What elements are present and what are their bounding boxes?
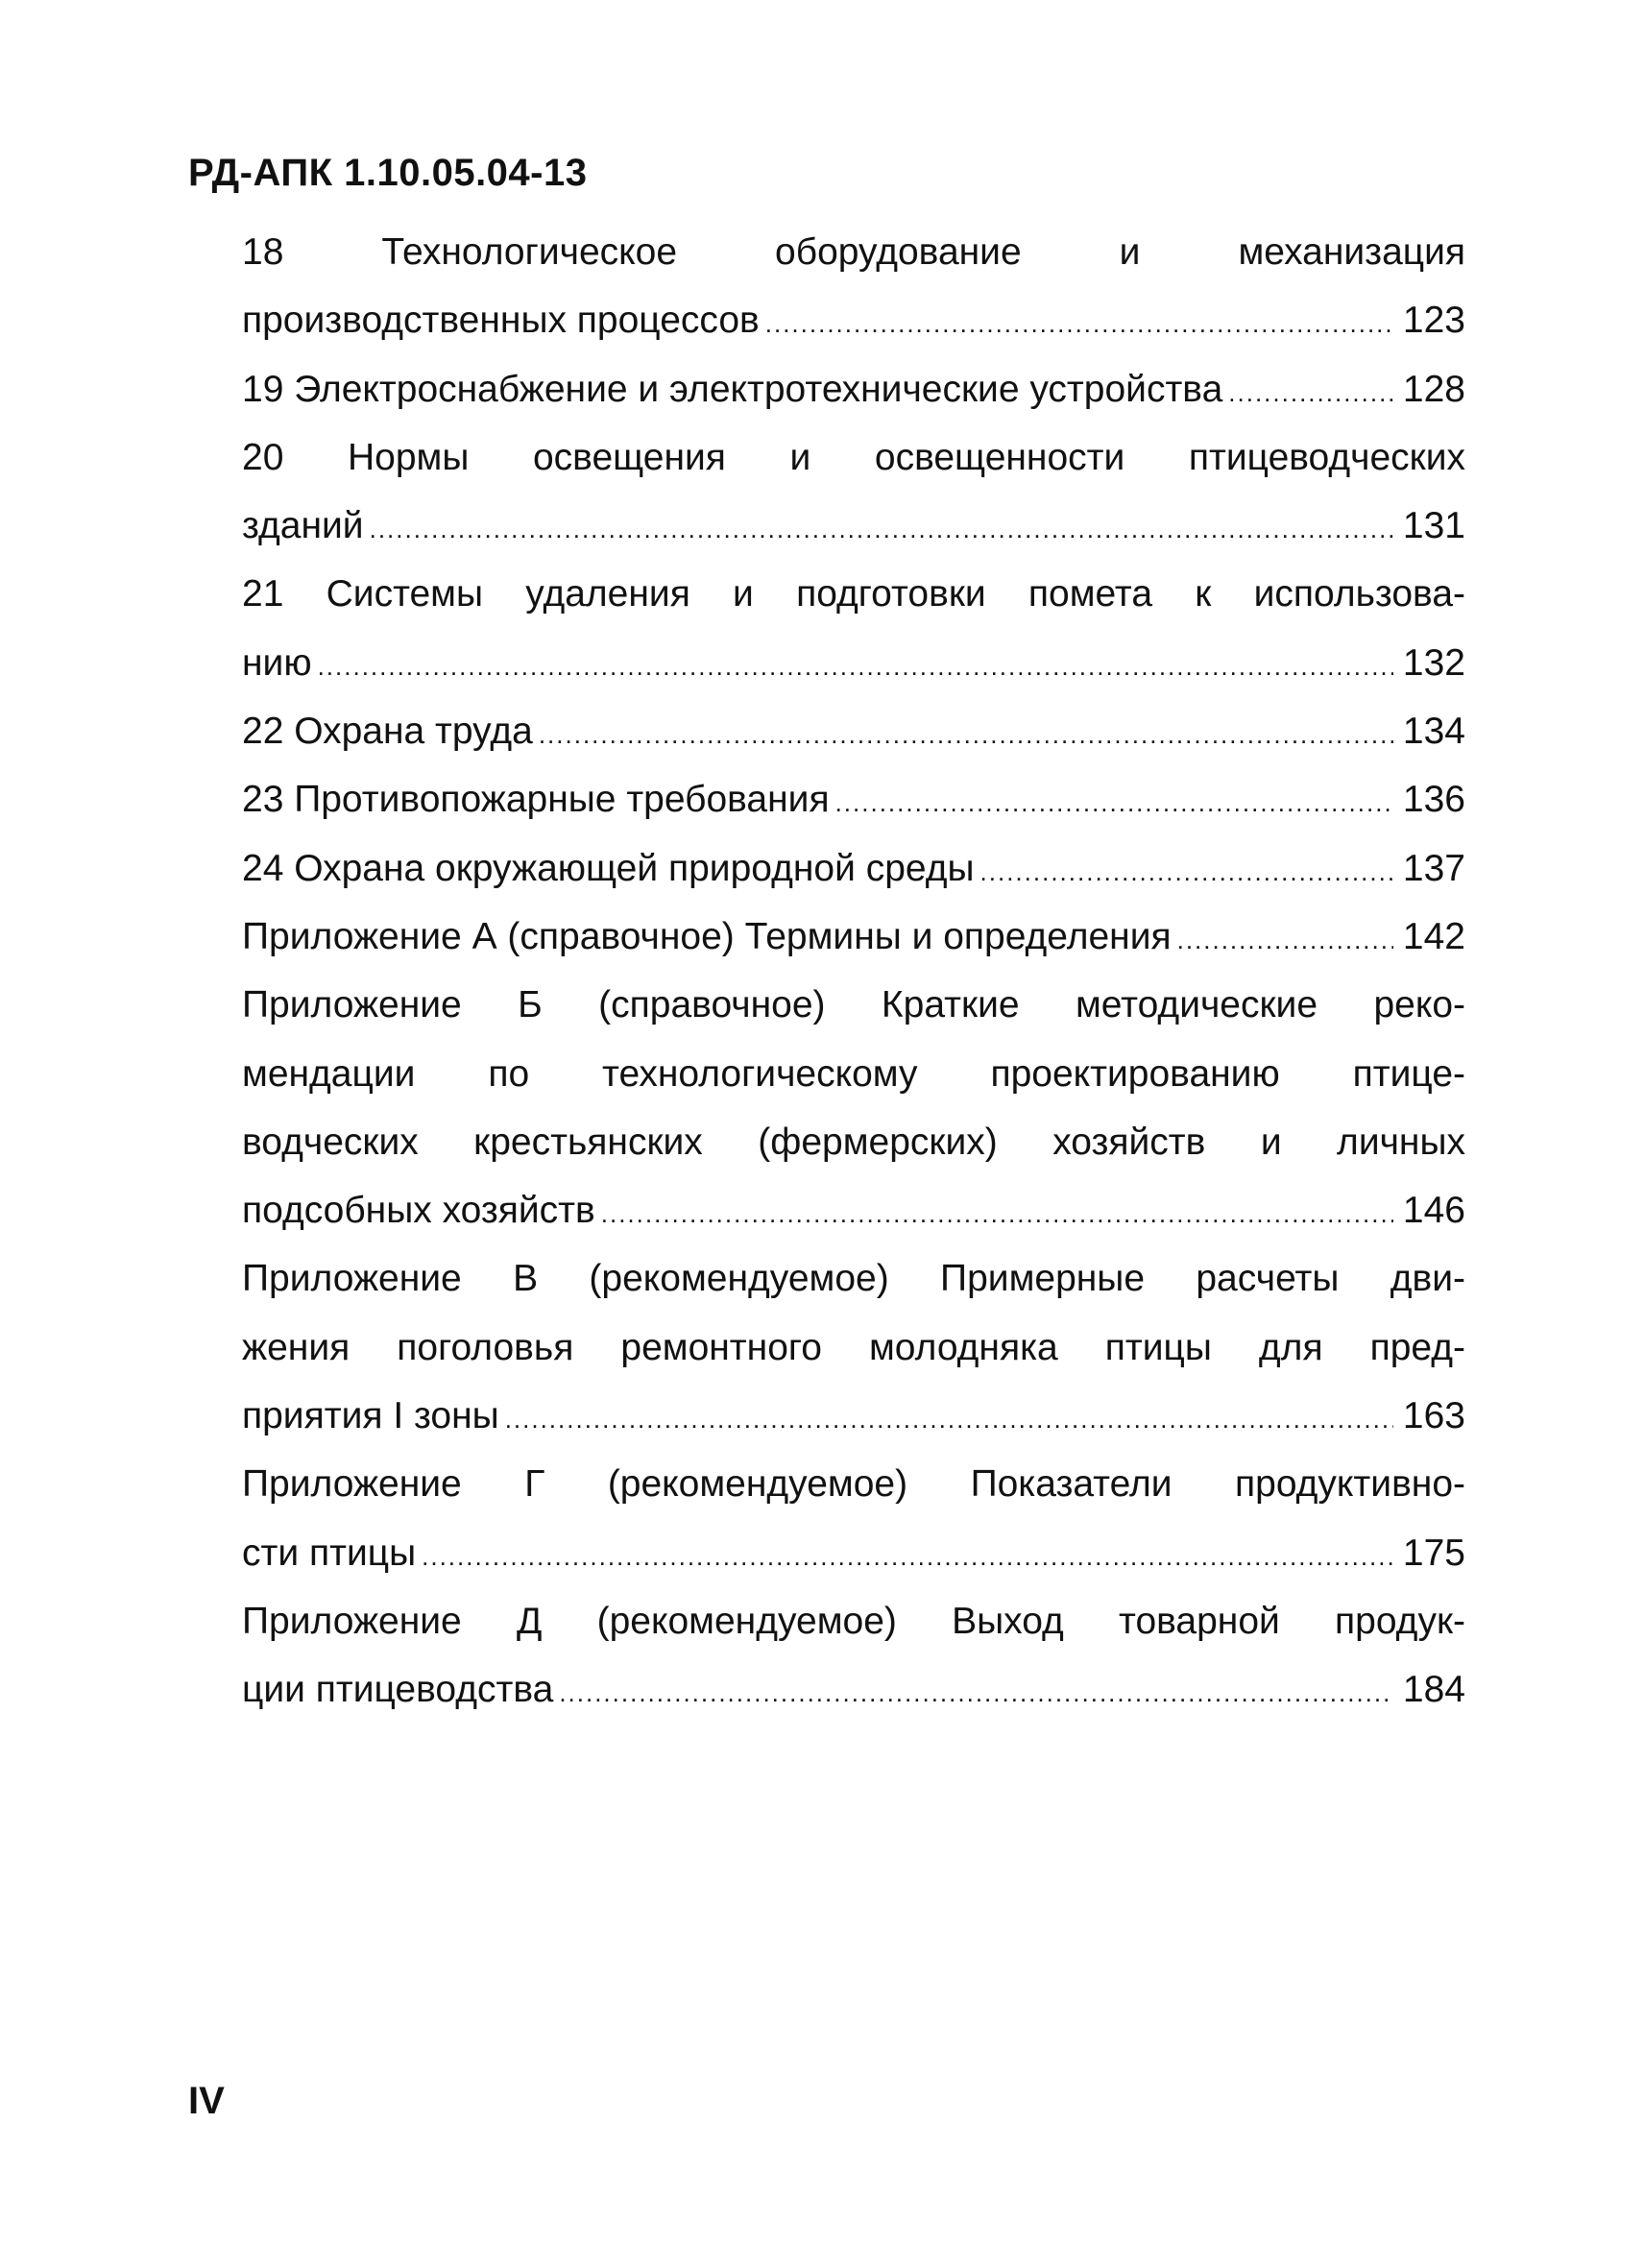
dot-leader bbox=[539, 701, 1393, 769]
toc-entry-text: сти птицы bbox=[242, 1532, 417, 1574]
document-code-header: РД-АПК 1.10.05.04-13 bbox=[188, 152, 588, 194]
toc-entry-text: приятия I зоны bbox=[242, 1395, 499, 1437]
toc-line bbox=[242, 1450, 1465, 1518]
toc-line bbox=[242, 765, 1465, 833]
toc-line bbox=[242, 218, 1465, 286]
toc-page-number: 132 bbox=[1402, 641, 1465, 684]
toc-entry-text: производственных процессов bbox=[242, 300, 760, 342]
toc-page-number: 142 bbox=[1402, 915, 1465, 957]
toc-line bbox=[242, 1244, 1465, 1313]
dot-leader bbox=[370, 495, 1393, 564]
toc-entry-text: ции птицеводства bbox=[242, 1669, 554, 1711]
toc-line bbox=[242, 1587, 1465, 1655]
toc-entry-text: жения поголовья ремонтного молодняка птицы для пред- bbox=[242, 1326, 1465, 1368]
toc-page-number: 163 bbox=[1402, 1395, 1465, 1437]
toc-page-number: 128 bbox=[1402, 368, 1465, 410]
toc-entry-text: нию bbox=[242, 641, 312, 684]
toc-entry-text: Приложение В (рекомендуемое) Примерные расчеты дви- bbox=[242, 1258, 1465, 1300]
toc-entry-text: 18 Технологическое оборудование и механизация bbox=[242, 231, 1465, 273]
toc-entry-text: зданий bbox=[242, 505, 364, 547]
toc-line bbox=[242, 1519, 1465, 1587]
toc-entry-text: Приложение Д (рекомендуемое) Выход товарной продук- bbox=[242, 1600, 1465, 1642]
toc-entry-text: Приложение А (справочное) Термины и определения bbox=[242, 915, 1172, 957]
toc-line bbox=[242, 1108, 1465, 1176]
toc-page-number: 146 bbox=[1402, 1190, 1465, 1232]
toc-line bbox=[242, 286, 1465, 354]
toc-line bbox=[242, 560, 1465, 628]
dot-leader bbox=[601, 1180, 1393, 1248]
toc-entry-text: Приложение Г (рекомендуемое) Показатели продуктивно- bbox=[242, 1463, 1465, 1506]
toc-entry-text: водческих крестьянских (фермерских) хозяйств и личных bbox=[242, 1121, 1465, 1163]
toc-page-number: 134 bbox=[1402, 711, 1465, 753]
toc-line bbox=[242, 1176, 1465, 1244]
toc-line bbox=[242, 629, 1465, 697]
toc-line bbox=[242, 971, 1465, 1039]
toc-line bbox=[242, 492, 1465, 560]
dot-leader bbox=[980, 838, 1393, 906]
dot-leader bbox=[1177, 906, 1393, 975]
dot-leader bbox=[559, 1659, 1393, 1727]
page-number: IV bbox=[188, 2080, 225, 2122]
toc-line bbox=[242, 1655, 1465, 1724]
toc-line bbox=[242, 834, 1465, 903]
dot-leader bbox=[765, 290, 1393, 358]
toc-page-number: 136 bbox=[1402, 779, 1465, 821]
table-of-contents bbox=[242, 218, 1465, 1725]
toc-line bbox=[242, 423, 1465, 492]
toc-entry-text: подсобных хозяйств bbox=[242, 1190, 595, 1232]
toc-line bbox=[242, 903, 1465, 971]
dot-leader bbox=[1228, 359, 1393, 427]
toc-page-number: 184 bbox=[1402, 1669, 1465, 1711]
toc-entry-text: 23 Противопожарные требования bbox=[242, 779, 830, 821]
toc-page-number: 137 bbox=[1402, 847, 1465, 889]
toc-entry-text: Приложение Б (справочное) Краткие методические реко- bbox=[242, 984, 1465, 1026]
toc-line bbox=[242, 697, 1465, 765]
dot-leader bbox=[505, 1386, 1393, 1454]
toc-entry-text: 21 Системы удаления и подготовки помета к использова- bbox=[242, 573, 1465, 615]
toc-line bbox=[242, 355, 1465, 423]
toc-entry-text: 22 Охрана труда bbox=[242, 711, 533, 753]
toc-page-number: 175 bbox=[1402, 1532, 1465, 1574]
toc-entry-text: мендации по технологическому проектированию птице- bbox=[242, 1052, 1465, 1095]
toc-line bbox=[242, 1382, 1465, 1450]
toc-entry-text: 24 Охрана окружающей природной среды bbox=[242, 847, 975, 889]
toc-entry-text: 19 Электроснабжение и электротехнические устройства bbox=[242, 368, 1223, 410]
toc-entry-text: 20 Нормы освещения и освещенности птицеводческих bbox=[242, 436, 1465, 478]
toc-line bbox=[242, 1040, 1465, 1108]
toc-line bbox=[242, 1314, 1465, 1382]
dot-leader bbox=[318, 633, 1393, 701]
dot-leader bbox=[835, 769, 1393, 837]
toc-page-number: 123 bbox=[1402, 300, 1465, 342]
toc-page-number: 131 bbox=[1402, 505, 1465, 547]
dot-leader bbox=[422, 1523, 1393, 1591]
